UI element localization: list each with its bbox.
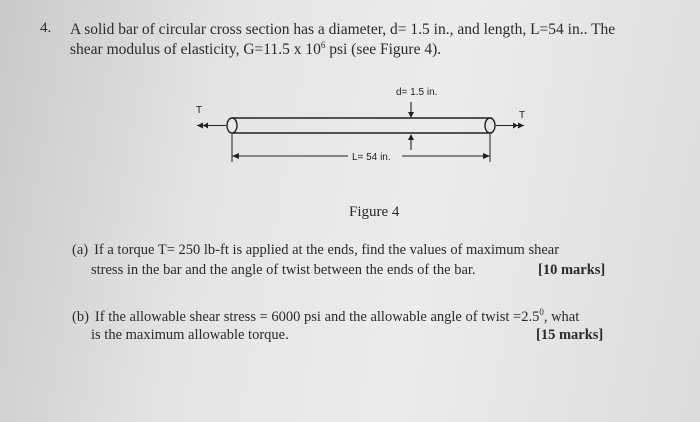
part-b-text1-end: , what [543,308,580,325]
question-line2-end: psi (see Figure 4). [325,41,442,59]
question-statement-line1: A solid bar of circular cross section has a diameter, d= 1.5 in., and length, L=54 in.. The [70,21,616,38]
question-number: 4. [40,20,52,36]
degree-exponent: 0 [539,307,544,317]
torque-right-label: T [519,110,526,121]
exponent: 6 [320,40,326,50]
bar-right-end [485,118,495,133]
question-line2-text: shear modulus of elasticity, G=11.5 x 10 [70,41,321,59]
part-a-marks: [10 marks] [538,262,606,278]
bar-left-end [227,118,237,133]
torque-left-label: T [196,105,203,116]
torque-right-arrowhead [518,123,524,129]
part-a-line2: stress in the bar and the angle of twist between the ends of the bar. [91,262,476,278]
figure-4-diagram [0,0,700,200]
torque-left-arrowhead [197,123,203,129]
diameter-label: d= 1.5 in. [396,87,438,98]
figure-caption: Figure 4 [349,204,400,220]
part-b-marks: [15 marks] [536,327,604,343]
length-label: L= 54 in. [352,152,391,163]
part-a-line1 [72,242,559,259]
part-a-label: (a) [72,242,89,258]
part-b-line2: is the maximum allowable torque. [91,327,289,343]
part-b-label: (b) [72,308,89,325]
part-b-line1 [72,307,579,326]
part-a-text1: If a torque T= 250 lb-ft is applied at the ends, find the values of maximum shear [94,242,560,258]
part-b-text1: If the allowable shear stress = 6000 psi and the allowable angle of twist =2.5 [94,308,540,325]
